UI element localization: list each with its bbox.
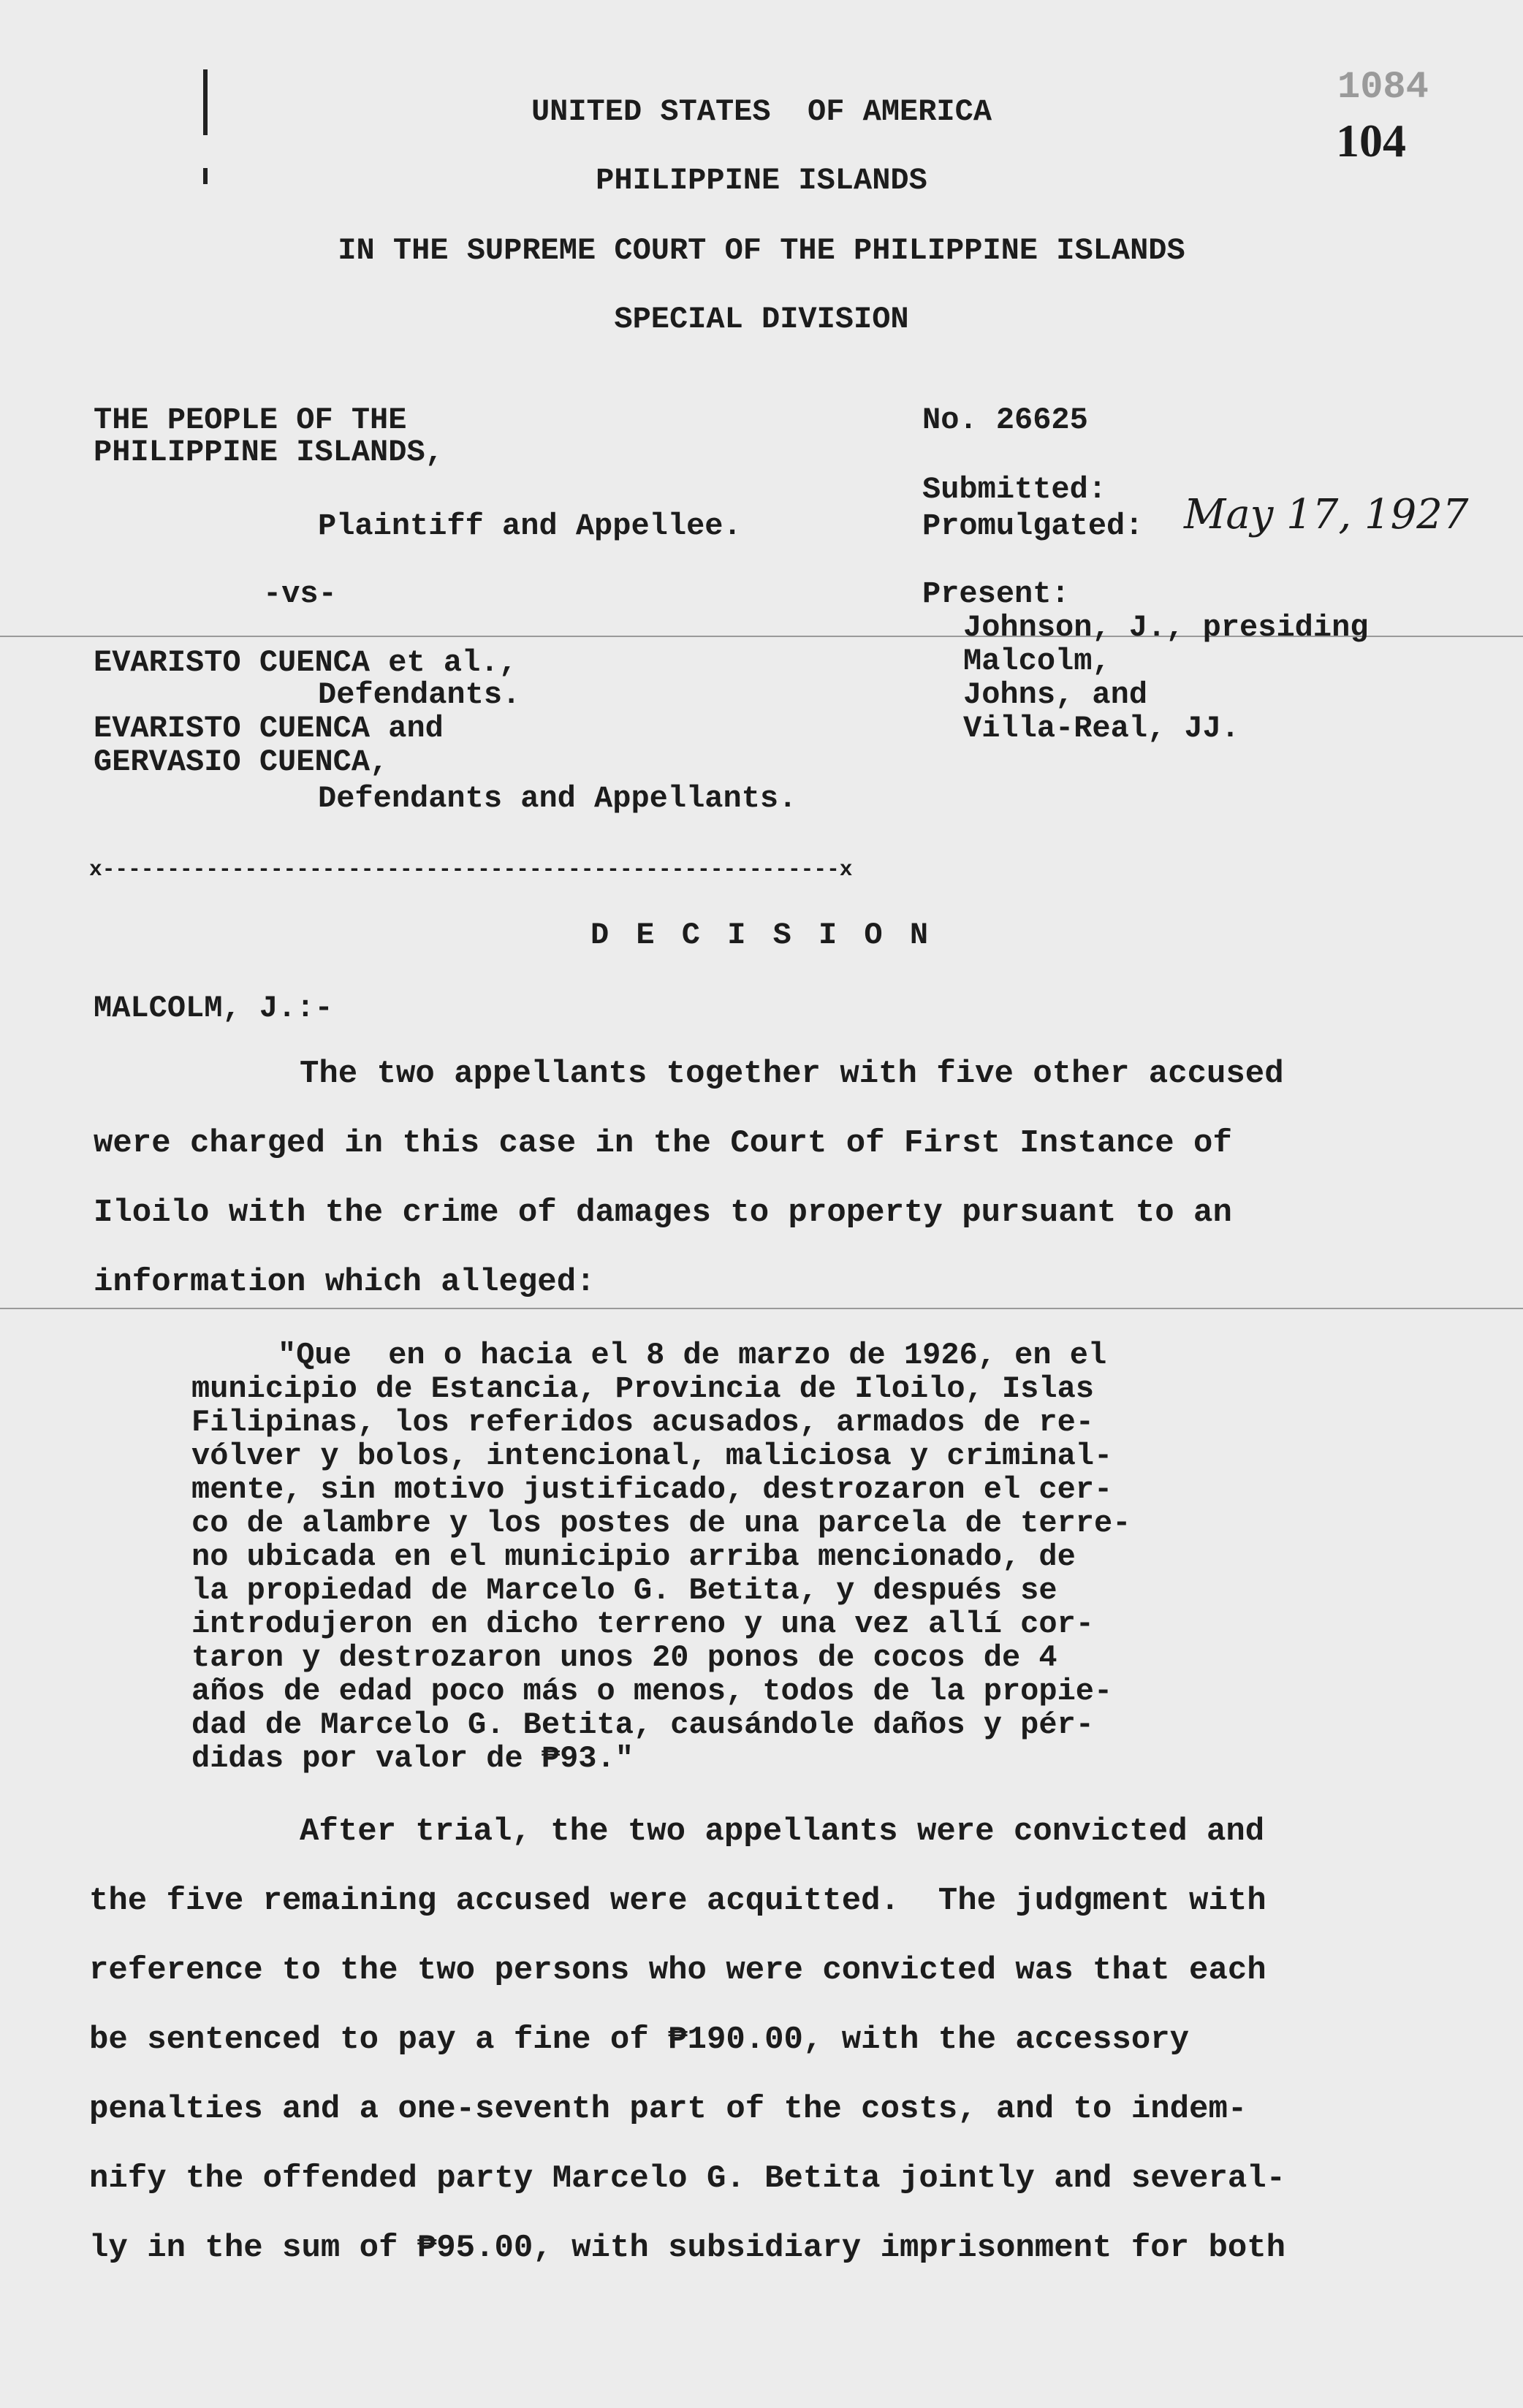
- para2-line: penalties and a one-seventh part of the costs, and to indem-: [89, 2091, 1247, 2127]
- para1-line: were charged in this case in the Court of First Instance of: [94, 1125, 1232, 1162]
- promulgated-date-handwritten: May 17, 1927: [1184, 491, 1469, 538]
- justice-johns: Johns, and: [963, 677, 1148, 712]
- header-islands: PHILIPPINE ISLANDS: [596, 163, 927, 198]
- para2-line: reference to the two persons who were convicted was that each: [89, 1952, 1266, 1989]
- quote-line: introdujeron en dicho terreno y una vez allí cor-: [191, 1607, 1095, 1642]
- quote-line: didas por valor de ₱93.": [191, 1741, 634, 1776]
- plaintiff-name-2: PHILIPPINE ISLANDS,: [94, 435, 444, 470]
- para1-line: Iloilo with the crime of damages to property pursuant to an: [94, 1195, 1232, 1231]
- quote-line: la propiedad de Marcelo G. Betita, y después se: [191, 1573, 1057, 1608]
- page-number: 104: [1336, 115, 1406, 167]
- quote-line: mente, sin motivo justificado, destrozaron el cer-: [191, 1472, 1113, 1507]
- quote-line: años de edad poco más o menos, todos de la propie-: [191, 1674, 1113, 1709]
- header-country: UNITED STATES OF AMERICA: [531, 94, 992, 129]
- plaintiff-role: Plaintiff and Appellee.: [318, 508, 742, 544]
- quote-line: no ubicada en el municipio arriba mencionado, de: [191, 1539, 1076, 1574]
- submitted-label: Submitted:: [922, 472, 1107, 507]
- justice-johnson: Johnson, J., presiding: [963, 610, 1369, 645]
- quote-line: co de alambre y los postes de una parcela de terre-: [191, 1506, 1131, 1541]
- appellants-name-2: GERVASIO CUENCA,: [94, 744, 389, 780]
- versus: -vs-: [263, 576, 337, 611]
- plaintiff-name-1: THE PEOPLE OF THE: [94, 403, 407, 438]
- justice-malcolm: Malcolm,: [963, 644, 1111, 679]
- para2-line: ly in the sum of ₱95.00, with subsidiary imprisonment for both: [89, 2230, 1286, 2266]
- justice-villa-real: Villa-Real, JJ.: [963, 711, 1240, 746]
- scan-line: [0, 1308, 1523, 1309]
- appellants-name-1: EVARISTO CUENCA and: [94, 711, 444, 746]
- defendant-name: EVARISTO CUENCA et al.,: [94, 645, 517, 680]
- quote-line: Filipinas, los referidos acusados, armados de re-: [191, 1405, 1095, 1440]
- para2-line: be sentenced to pay a fine of ₱190.00, with the accessory: [89, 2022, 1190, 2058]
- header-division: SPECIAL DIVISION: [614, 302, 909, 337]
- defendant-role: Defendants.: [318, 677, 521, 712]
- decision-title: D E C I S I O N: [590, 918, 933, 953]
- quote-line: "Que en o hacia el 8 de marzo de 1926, en el: [278, 1338, 1107, 1373]
- case-number: No. 26625: [922, 403, 1088, 438]
- quote-line: taron y destrozaron unos 20 ponos de cocos de 4: [191, 1640, 1057, 1675]
- para1-line: The two appellants together with five other accused: [300, 1056, 1284, 1092]
- quote-line: dad de Marcelo G. Betita, causándole daños y pér-: [191, 1707, 1095, 1742]
- stamp-number: 1084: [1337, 66, 1429, 109]
- quote-line: municipio de Estancia, Provincia de Iloilo, Islas: [191, 1371, 1095, 1406]
- opinion-author: MALCOLM, J.:-: [94, 991, 333, 1026]
- present-label: Present:: [922, 576, 1070, 611]
- header-court: IN THE SUPREME COURT OF THE PHILIPPINE ISLANDS: [338, 233, 1185, 268]
- promulgated-label: Promulgated:: [922, 508, 1144, 544]
- appellants-role: Defendants and Appellants.: [318, 781, 797, 816]
- para2-line: After trial, the two appellants were convicted and: [300, 1813, 1265, 1850]
- quote-line: vólver y bolos, intencional, maliciosa y criminal-: [191, 1439, 1113, 1474]
- para1-line: information which alleged:: [94, 1264, 596, 1300]
- para2-line: the five remaining accused were acquitted. The judgment with: [89, 1883, 1266, 1919]
- para2-line: nify the offended party Marcelo G. Betita jointly and several-: [89, 2160, 1286, 2197]
- caption-separator: x---------------------------------------------------------x: [89, 857, 853, 882]
